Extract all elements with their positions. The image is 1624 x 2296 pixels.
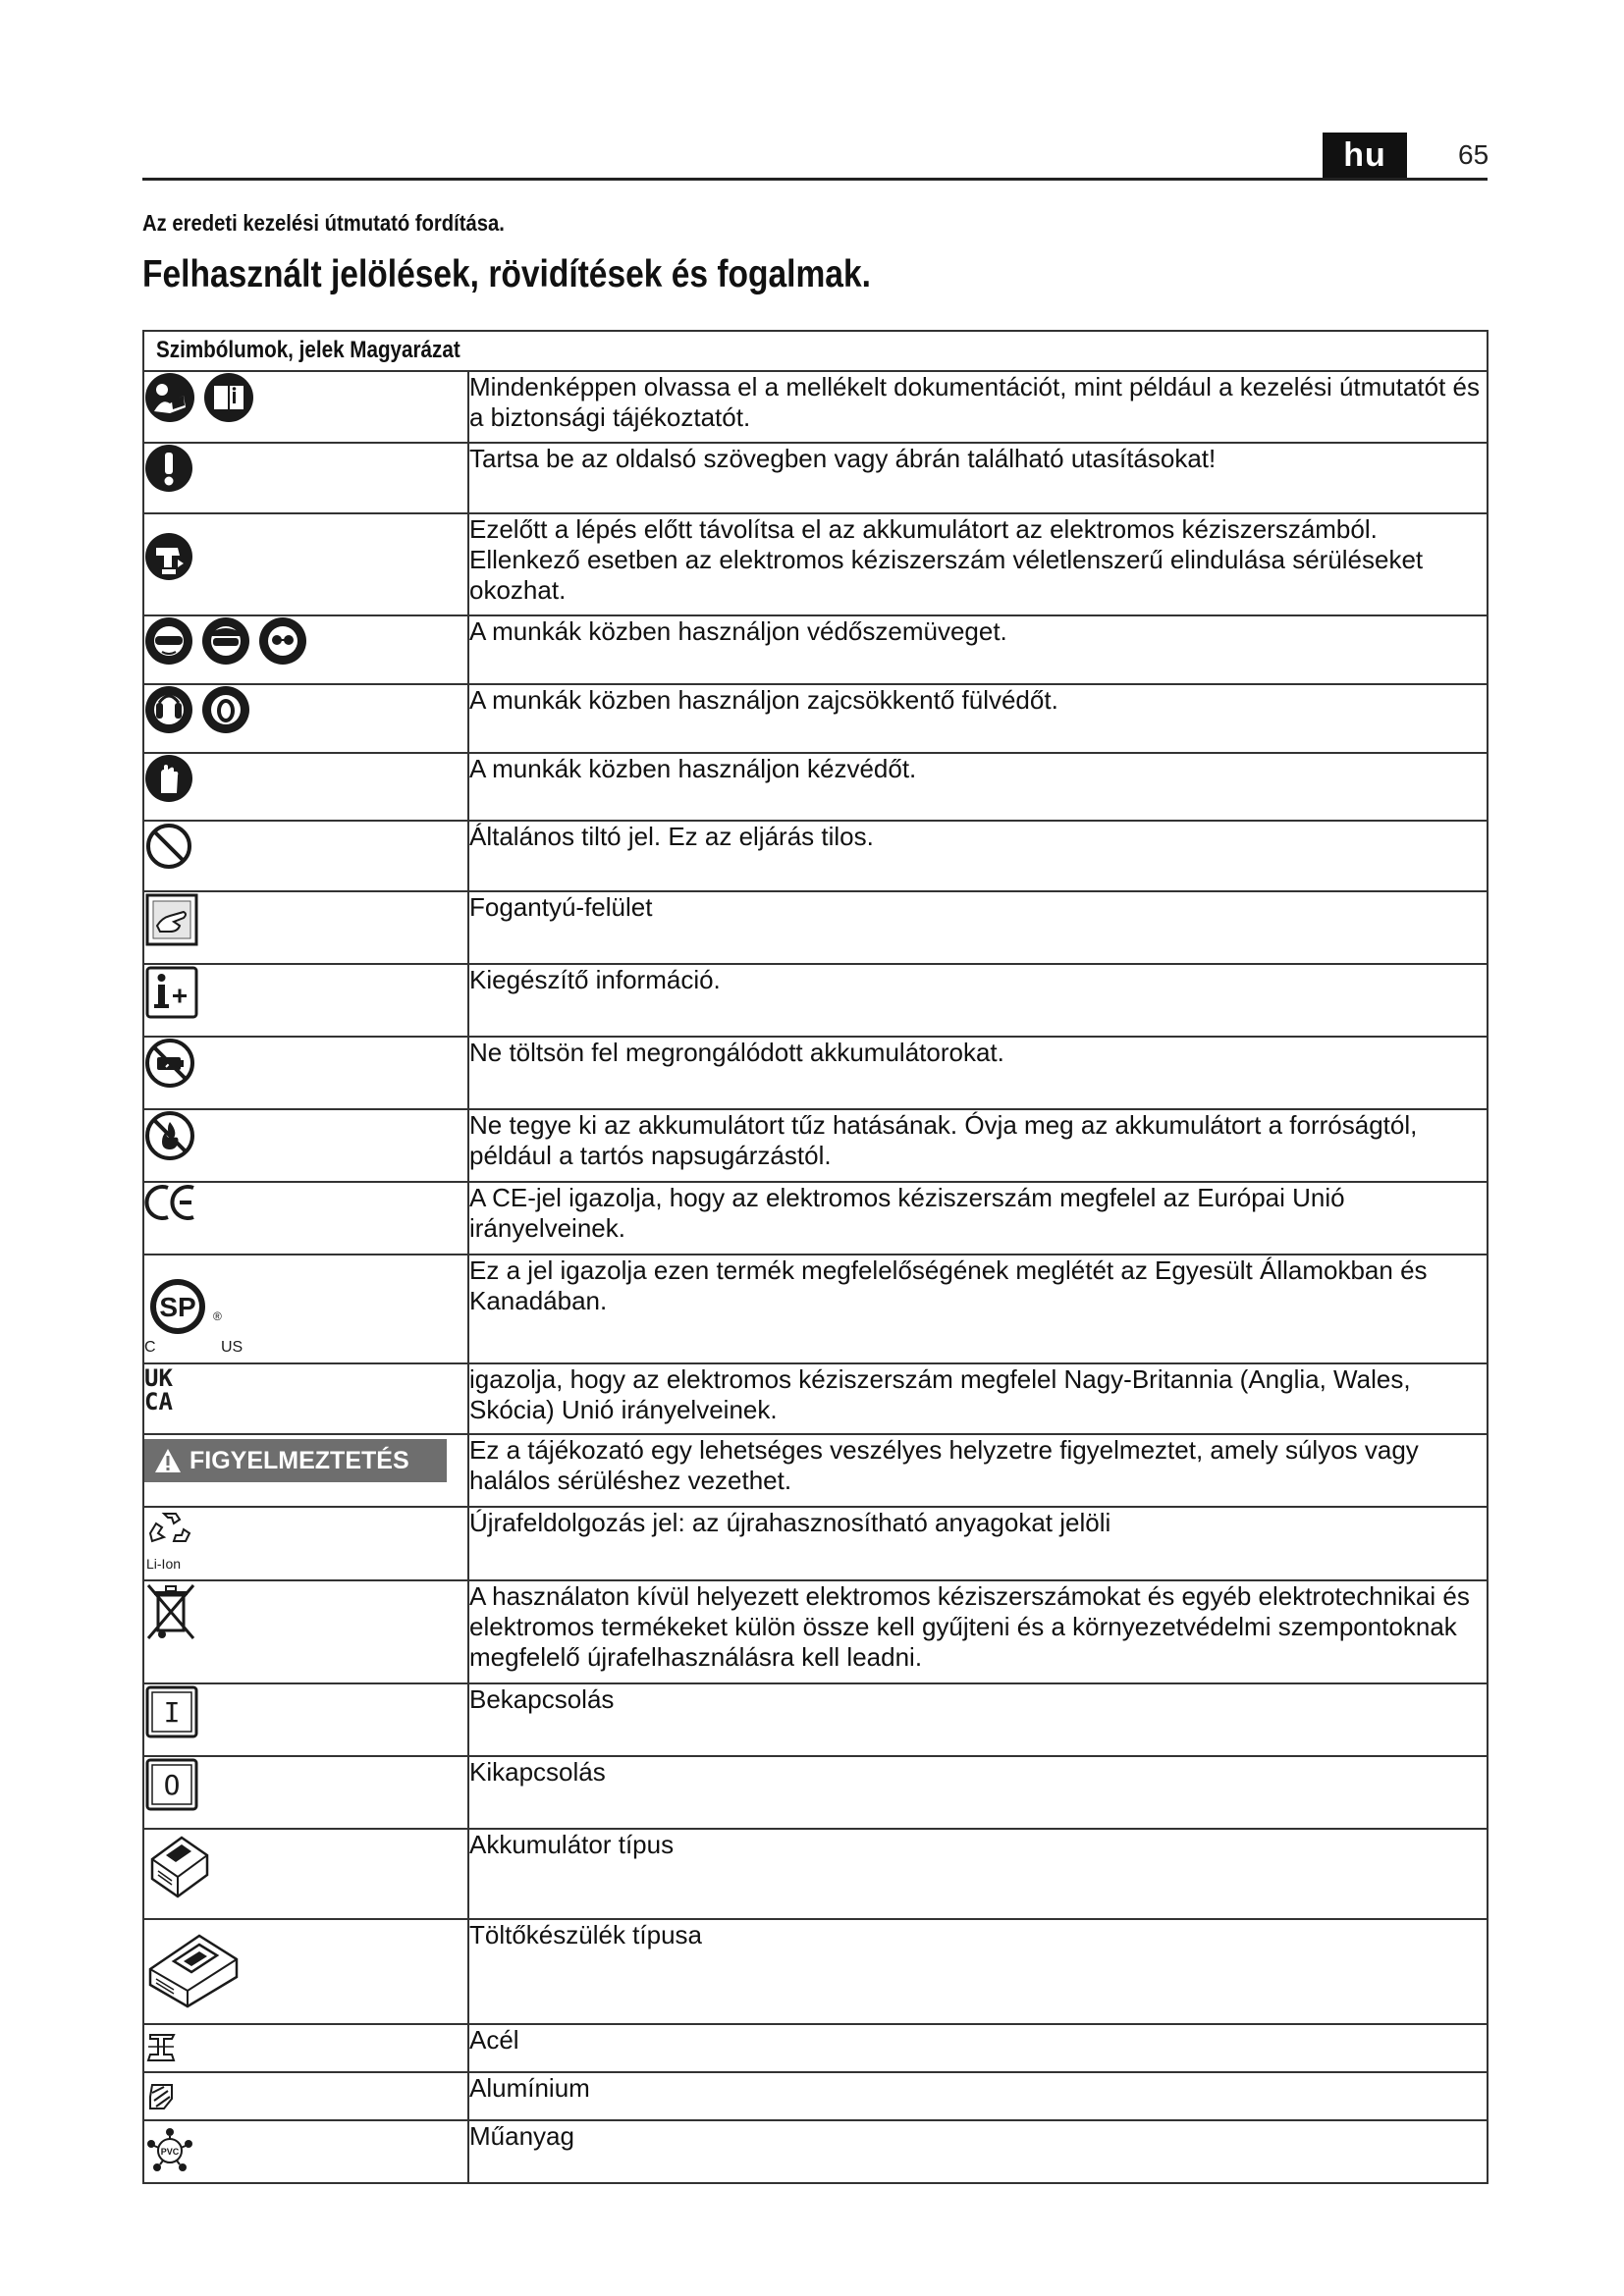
crossed-bin-icon	[144, 1581, 199, 1642]
table-header-row	[143, 331, 1488, 371]
symbol-cell	[143, 1037, 468, 1109]
table-row	[143, 2072, 1488, 2120]
svg-text:O: O	[163, 1769, 181, 1801]
recycle-li-ion-icon	[144, 1508, 199, 1573]
table-row	[143, 513, 1488, 615]
description-cell: Újrafeldolgozás jel: az újrahasznosítható anyagokat jelöli	[468, 1507, 1488, 1580]
description-cell: Ez a tájékozató egy lehetséges veszélyes helyzetre figyelmeztet, amely súlyos vagy halálos sérüléshez vezethet.	[468, 1434, 1488, 1507]
description-cell: Ne tegye ki az akkumulátort tűz hatásának. Óvja meg az akkumulátort a forróságtól, például a tartós napsugárzástól.	[468, 1109, 1488, 1182]
symbol-cell	[143, 1255, 468, 1363]
svg-text:Li-Ion: Li-Ion	[146, 1556, 182, 1572]
warning-label: FIGYELMEZTETÉS	[189, 1446, 409, 1474]
description-cell: Acél	[468, 2024, 1488, 2072]
document-subtitle: Az eredeti kezelési útmutató fordítása.	[142, 210, 505, 236]
table-row	[143, 371, 1488, 443]
table-row	[143, 2024, 1488, 2072]
svg-text:I: I	[163, 1696, 181, 1729]
hearing-protection-icon	[201, 685, 250, 734]
page-number: 65	[1458, 139, 1489, 170]
symbol-cell	[143, 2072, 468, 2120]
table-row	[143, 1919, 1488, 2024]
description-cell: Alumínium	[468, 2072, 1488, 2120]
description-cell: A munkák közben használjon zajcsökkentő fülvédőt.	[468, 684, 1488, 753]
battery-pack-icon	[144, 1830, 213, 1904]
symbol-cell	[143, 615, 468, 684]
symbol-cell	[143, 513, 468, 615]
description-cell: Tartsa be az oldalsó szövegben vagy ábrán található utasításokat!	[468, 443, 1488, 513]
description-cell: Kiegészítő információ.	[468, 964, 1488, 1037]
svg-text:CA: CA	[144, 1388, 173, 1414]
steel-icon	[144, 2031, 178, 2064]
table-row	[143, 1182, 1488, 1255]
charger-icon	[144, 1920, 243, 2010]
table-row	[143, 1255, 1488, 1363]
table-row	[143, 1037, 1488, 1109]
table-row	[143, 891, 1488, 964]
switch-on-icon	[144, 1684, 199, 1739]
symbol-cell	[143, 1434, 468, 1507]
description-cell: igazolja, hogy az elektromos kéziszerszám megfelel Nagy-Britannia (Anglia, Wales, Skócia) Unió irányelveinek.	[468, 1363, 1488, 1434]
page-title: Felhasznált jelölések, rövidítések és fogalmak.	[142, 253, 871, 295]
grip-surface-icon	[144, 892, 199, 947]
csa-mark-icon	[144, 1269, 252, 1354]
switch-off-icon	[144, 1757, 199, 1812]
table-row	[143, 684, 1488, 753]
symbol-cell	[143, 1363, 468, 1434]
table-row	[143, 615, 1488, 684]
symbol-cell	[143, 2024, 468, 2072]
symbol-cell	[143, 1580, 468, 1683]
description-cell: Ezelőtt a lépés előtt távolítsa el az akkumulátort az elektromos kéziszerszámból. Ellenkező esetben az elektromos kéziszerszám véletlenszerű elindulása sérüléseket okozhat.	[468, 513, 1488, 615]
description-cell: A munkák közben használjon védőszemüveget.	[468, 615, 1488, 684]
ce-mark-icon	[144, 1183, 199, 1222]
symbol-cell	[143, 1182, 468, 1255]
description-cell: A CE-jel igazolja, hogy az elektromos kéziszerszám megfelel az Európai Unió irányelveinek.	[468, 1182, 1488, 1255]
svg-text:UK: UK	[144, 1364, 173, 1392]
warning-icon	[154, 1448, 182, 1473]
description-cell: A munkák közben használjon kézvédőt.	[468, 753, 1488, 821]
description-cell: Akkumulátor típus	[468, 1829, 1488, 1919]
symbol-cell	[143, 443, 468, 513]
table-row	[143, 1829, 1488, 1919]
description-cell: Fogantyú-felület	[468, 891, 1488, 964]
warning-banner	[144, 1439, 447, 1482]
table-row	[143, 964, 1488, 1037]
symbol-cell	[143, 371, 468, 443]
ukca-mark-icon	[144, 1364, 191, 1414]
no-fire-battery-icon	[144, 1110, 195, 1161]
description-cell: Bekapcsolás	[468, 1683, 1488, 1756]
symbols-table	[142, 330, 1489, 2184]
header-rule	[142, 178, 1488, 181]
no-charge-damaged-battery-icon	[144, 1038, 195, 1089]
description-cell: Kikapcsolás	[468, 1756, 1488, 1829]
table-row	[143, 1109, 1488, 1182]
symbol-cell	[143, 2120, 468, 2183]
safety-goggles-icon	[144, 616, 193, 666]
table-row	[143, 2120, 1488, 2183]
table-row	[143, 1580, 1488, 1683]
svg-text:PVC: PVC	[160, 2147, 180, 2157]
description-cell: Mindenképpen olvassa el a mellékelt dokumentációt, mint például a kezelési útmutatót és a biztonsági tájékoztatót.	[468, 371, 1488, 443]
symbol-cell	[143, 684, 468, 753]
aluminium-icon	[144, 2079, 178, 2112]
table-header: Szimbólumok, jelek Magyarázat	[143, 331, 1488, 371]
table-row	[143, 443, 1488, 513]
description-cell: Műanyag	[468, 2120, 1488, 2183]
table-row	[143, 1756, 1488, 1829]
symbol-cell	[143, 964, 468, 1037]
description-cell: Általános tiltó jel. Ez az eljárás tilos.	[468, 821, 1488, 891]
symbol-cell	[143, 1829, 468, 1919]
svg-text:®: ®	[213, 1309, 222, 1323]
protective-glasses-icon	[258, 616, 307, 666]
symbol-cell	[143, 1756, 468, 1829]
table-row	[143, 1683, 1488, 1756]
table-row	[143, 1363, 1488, 1434]
read-manual-icon	[144, 372, 195, 423]
info-book-icon	[203, 372, 254, 423]
table-row	[143, 821, 1488, 891]
svg-text:C: C	[144, 1339, 156, 1354]
table-row	[143, 753, 1488, 821]
remove-battery-icon	[144, 532, 193, 581]
mandatory-exclamation-icon	[144, 444, 193, 493]
description-cell: Töltőkészülék típusa	[468, 1919, 1488, 2024]
plastic-icon	[144, 2127, 195, 2174]
symbol-cell	[143, 1507, 468, 1580]
description-cell: A használaton kívül helyezett elektromos kéziszerszámokat és egyéb elektrotechnikai és elektromos termékeket külön össze kell gyűjteni és a környezetvédelmi szempontoknak megfelelő újrafelhasználásra kell leadni.	[468, 1580, 1488, 1683]
ear-protection-icon	[144, 685, 193, 734]
face-shield-icon	[201, 616, 250, 666]
additional-info-icon	[144, 965, 199, 1020]
symbol-cell	[143, 1919, 468, 2024]
symbol-cell	[143, 753, 468, 821]
table-row	[143, 1434, 1488, 1507]
description-cell: Ez a jel igazolja ezen termék megfelelőségének meglétét az Egyesült Államokban és Kanadában.	[468, 1255, 1488, 1363]
gloves-icon	[144, 754, 193, 803]
table-row	[143, 1507, 1488, 1580]
svg-text:SP: SP	[159, 1292, 196, 1322]
description-cell: Ne töltsön fel megrongálódott akkumulátorokat.	[468, 1037, 1488, 1109]
prohibition-icon	[144, 822, 193, 871]
language-badge: hu	[1323, 133, 1407, 178]
symbol-cell	[143, 891, 468, 964]
symbol-cell	[143, 821, 468, 891]
symbol-cell	[143, 1683, 468, 1756]
svg-text:US: US	[221, 1339, 244, 1354]
symbol-cell	[143, 1109, 468, 1182]
